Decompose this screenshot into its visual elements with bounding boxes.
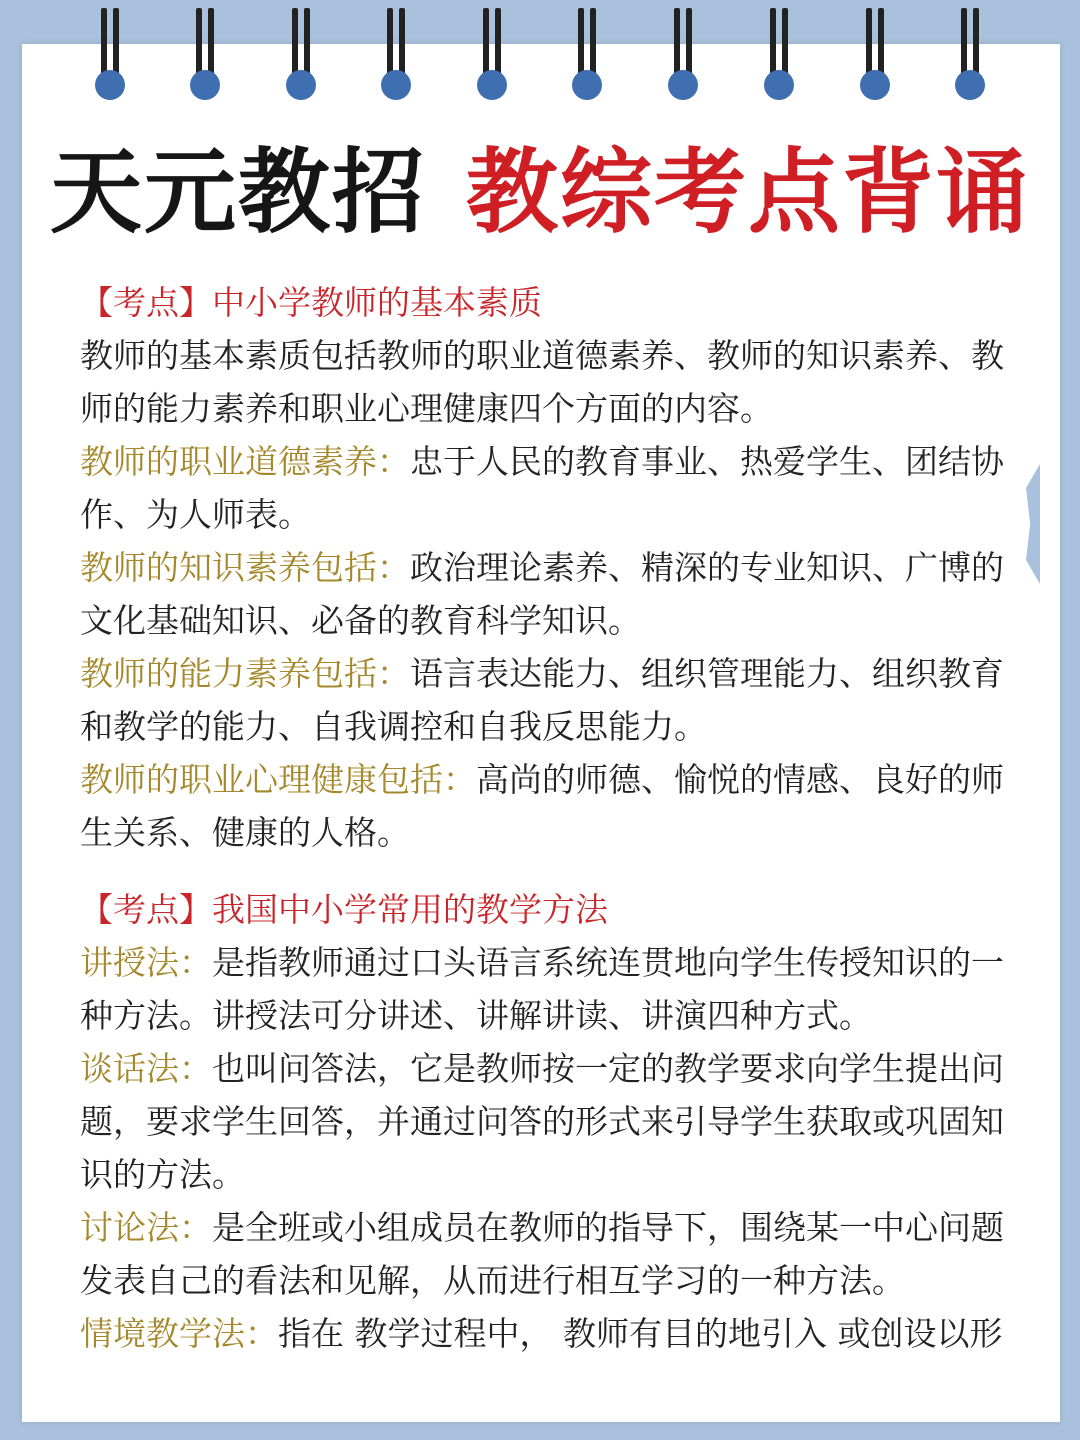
note-term: 情境教学法： [80,1314,278,1353]
note-term: 教师的知识素养包括： [80,548,410,587]
binder-ring-icon [764,8,794,108]
note-item [80,1201,1010,1307]
section-heading: 【考点】我国中小学常用的教学方法 [80,890,608,929]
binder-ring-icon [860,8,890,108]
note-item [80,936,1010,1042]
page-title [0,138,1080,246]
note-item [80,753,1010,859]
binder-ring-icon [572,8,602,108]
binder-ring-icon [286,8,316,108]
note-term: 谈话法： [80,1049,212,1088]
note-text: 也叫问答法，它是教师按一定的教学要求向学生提出问题，要求学生回答，并通过问答的形式来引导学生获取或巩固知识的方法。 [80,1049,1004,1194]
note-term: 讲授法： [80,943,212,982]
note-term: 教师的职业道德素养： [80,442,410,481]
note-text: 政治理论素养、精深的专业知识、广博的文化基础知识、必备的教育科学知识。 [80,548,1004,640]
section-heading: 【考点】中小学教师的基本素质 [80,283,542,322]
title-brand: 天元教招 [49,138,426,246]
binder-ring-icon [955,8,985,108]
note-term: 讨论法： [80,1208,212,1247]
note-text: 指在 教学过程中， 教师有目的地引入 或创设以形 [278,1314,1003,1353]
section-intro: 教师的基本素质包括教师的职业道德素养、教师的知识素养、教师的能力素养和职业心理健康四个方面的内容。 [80,336,1004,428]
title-topic: 教综考点背诵 [466,138,1031,246]
binder-ring-icon [668,8,698,108]
binder-ring-icon [381,8,411,108]
note-text: 语言表达能力、组织管理能力、组织教育和教学的能力、自我调控和自我反思能力。 [80,654,1004,746]
note-item [80,541,1010,647]
note-item [80,647,1010,753]
note-term: 教师的能力素养包括： [80,654,410,693]
note-term: 教师的职业心理健康包括： [80,760,476,799]
note-text: 是全班或小组成员在教师的指导下，围绕某一中心问题发表自己的看法和见解，从而进行相互学习的一种方法。 [80,1208,1004,1300]
paper-torn-edge [1026,464,1040,584]
note-item [80,1307,1010,1360]
note-text: 是指教师通过口头语言系统连贯地向学生传授知识的一种方法。讲授法可分讲述、讲解讲读、讲演四种方式。 [80,943,1004,1035]
note-text: 高尚的师德、愉悦的情感、良好的师生关系、健康的人格。 [80,760,1004,852]
note-item [80,435,1010,541]
binder-ring-icon [477,8,507,108]
binder-ring-icon [190,8,220,108]
note-text: 忠于人民的教育事业、热爱学生、团结协作、为人师表。 [80,442,1004,534]
binder-ring-icon [95,8,125,108]
note-item [80,1042,1010,1201]
section-gap [80,859,1010,883]
notes-content [80,276,1010,1360]
